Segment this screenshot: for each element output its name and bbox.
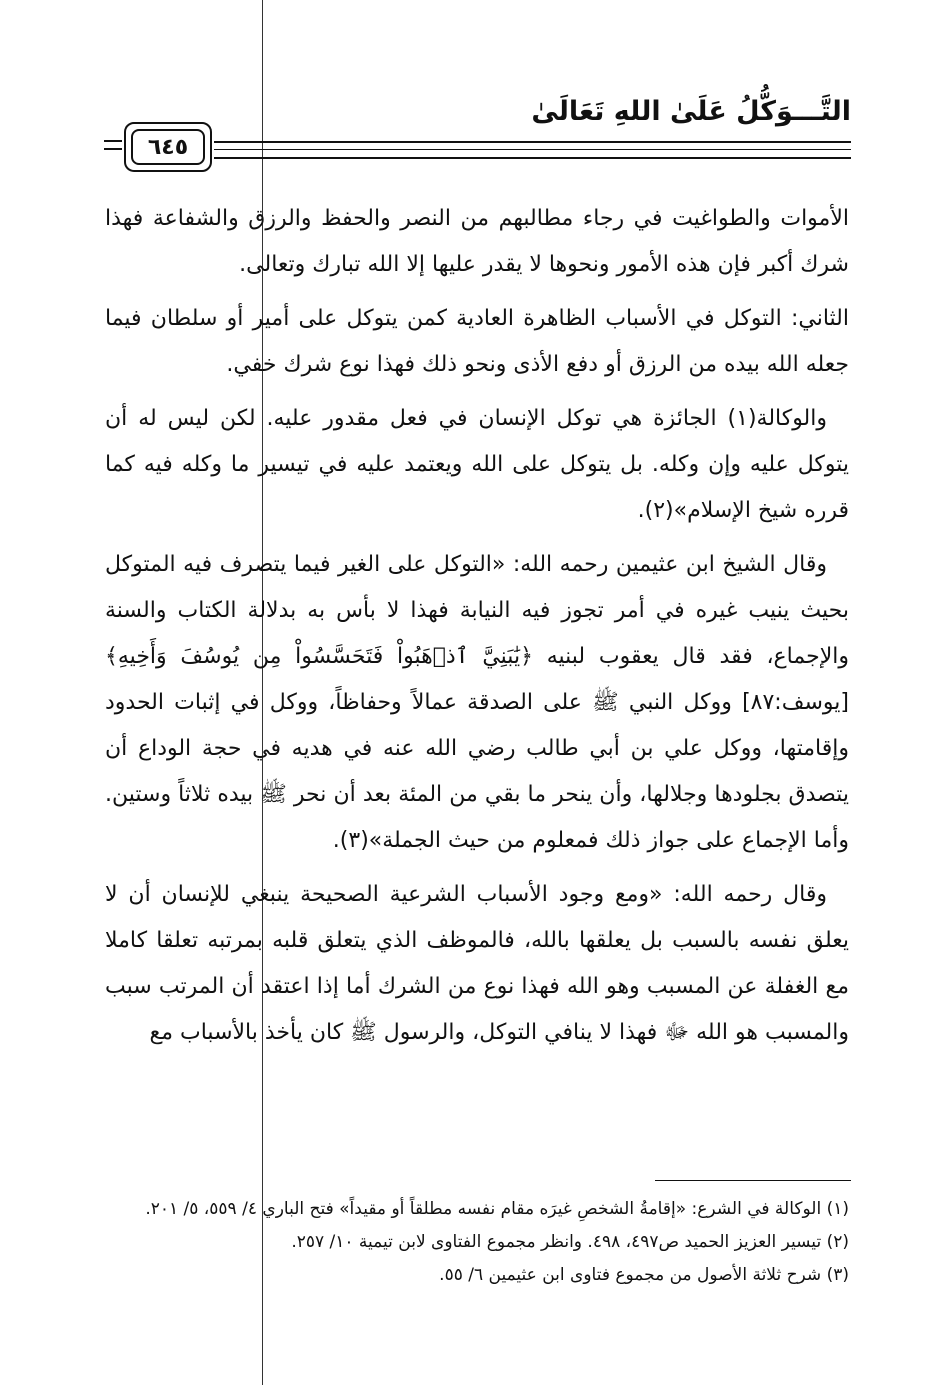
running-title: التَّـــوَكُّلُ عَلَىٰ اللهِ تَعَالَىٰ xyxy=(531,96,851,127)
paragraph: الثاني: التوكل في الأسباب الظاهرة العادية كمن يتوكل على أمير أو سلطان فيما جعله الله بيده من الرزق أو دفع الأذى ونحو ذلك فهذا نوع شرك خفي. xyxy=(105,306,849,377)
paragraph: الأموات والطواغيت في رجاء مطالبهم من النصر والحفظ والرزق والشفاعة فهذا شرك أكبر فإن هذه الأمور ونحوها لا يقدر عليها إلا الله تبارك وتعالى. xyxy=(105,206,849,277)
header-rule xyxy=(214,157,851,159)
footnote-separator xyxy=(655,1180,851,1181)
paragraph: وقال رحمه الله: «ومع وجود الأسباب الشرعية الصحيحة ينبغي للإنسان أن لا يعلق نفسه بالسبب بل يعلقها بالله، فالموظف الذي يتعلق قلبه بمرتبه تعلقا كاملا مع الغفلة عن المسبب وهو الله فهذا نوع من الشرك أما إذا اعتقد أن المرتب سبب والمسبب هو الله ﷻ فهذا لا ينافي التوكل، والرسول ﷺ كان يأخذ بالأسباب مع xyxy=(105,882,849,1045)
page-number-frame xyxy=(124,122,212,172)
main-text xyxy=(105,196,849,1064)
footnote: (٢) تيسير العزيز الحميد ص٤٩٧، ٤٩٨. وانظر مجموع الفتاوى لابن تيمية ١٠/ ٢٥٧. xyxy=(291,1232,849,1252)
footnote: (٣) شرح ثلاثة الأصول من مجموع فتاوى ابن عثيمين ٦/ ٥٥. xyxy=(439,1265,849,1285)
footnote: (١) الوكالة في الشرع: «إقامةُ الشخصِ غيرَه مقام نفسه مطلقاً أو مقيداً» فتح الباري ٤/ ٥٥٩، ٥/ ٢٠١. xyxy=(145,1199,849,1219)
paragraph: وقال الشيخ ابن عثيمين رحمه الله: «التوكل على الغير فيما يتصرف فيه المتوكل بحيث ينيب غيره في أمر تجوز فيه النيابة فهذا لا بأس به بدلالة الكتاب والسنة والإجماع، فقد قال يعقوب لبنيه ﴿يَٰبَنِيَّ ٱذۡهَبُواْ فَتَحَسَّسُواْ مِن يُوسُفَ وَأَخِيهِ﴾ [يوسف:٨٧] ووكل النبي ﷺ على الصدقة عمالاً وحفاظاً، ووكل في إثبات الحدود وإقامتها، ووكل علي بن أبي طالب رضي الله عنه في هديه في حجة الوداع أن يتصدق بجلودها وجلالها، وأن ينحر ما بقي من المئة بعد أن نحر ﷺ بيده ثلاثاً وستين. وأما الإجماع على جواز ذلك فمعلوم من حيث الجملة»(٣). xyxy=(105,552,849,853)
header-rule xyxy=(214,141,851,143)
page-number-ornament xyxy=(104,140,122,156)
paragraph: والوكالة(١) الجائزة هي توكل الإنسان في فعل مقدور عليه. لكن ليس له أن يتوكل عليه وإن وكله. بل يتوكل على الله ويعتمد عليه في تيسير ما وكله فيه كما قرره شيخ الإسلام»(٢). xyxy=(105,406,849,523)
footnotes xyxy=(90,1193,849,1292)
page-number: ٦٤٥ xyxy=(131,129,205,165)
header-rule xyxy=(214,149,851,150)
